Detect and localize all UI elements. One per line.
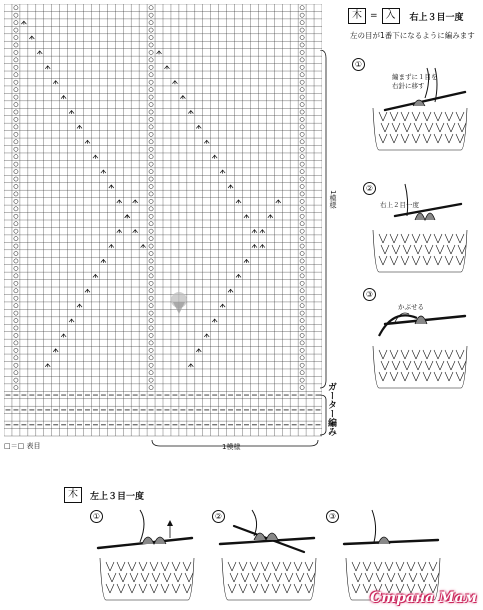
knit-stitch-texture — [373, 230, 467, 272]
right-step-3-label: かぶせる — [398, 303, 424, 311]
k3tog-right-alt-symbol: 入 — [382, 8, 400, 24]
watermark-logo — [168, 290, 190, 316]
bottom-step-3-number: ③ — [326, 510, 339, 523]
knit-stitch-texture — [373, 108, 467, 150]
right-step-1-number: ① — [352, 58, 365, 71]
side-repeat-label: 1模様 — [329, 190, 337, 209]
right-step-1-label: 編まずに１目を右針に移す — [392, 73, 438, 90]
right-step-3-illustration — [365, 296, 475, 392]
garter-label: ガーター編み — [326, 382, 336, 436]
watermark: Страна Мам — [370, 590, 477, 606]
right-step-1-illustration — [365, 58, 475, 154]
chart-legend: □＝□ 表目 — [4, 442, 41, 450]
right-section-note: 左の目が1番下になるように編みます — [350, 31, 475, 40]
bottom-step-2-illustration — [214, 508, 322, 604]
knit-stitch-texture — [373, 346, 467, 388]
right-step-2-number: ② — [363, 182, 376, 195]
right-section-title: 右上３目一度 — [409, 12, 464, 23]
bottom-step-2-number: ② — [212, 510, 225, 523]
bottom-repeat-label: 1模様 — [222, 443, 241, 451]
knit-stitch-texture — [100, 558, 194, 600]
right-step-2-label: 右上２目一度 — [380, 201, 419, 209]
bottom-step-1-illustration — [92, 508, 200, 604]
knitting-chart — [4, 4, 322, 444]
chart-grid — [4, 4, 322, 436]
bottom-symbol-row — [64, 487, 144, 503]
right-step-2-illustration — [365, 180, 475, 276]
bottom-section-title: 左上３目一度 — [90, 491, 145, 502]
k3tog-left-symbol: ⽊ — [64, 487, 82, 503]
knit-stitch-texture — [222, 558, 316, 600]
right-step-3-number: ③ — [363, 288, 376, 301]
k3tog-right-symbol: ⽊ — [348, 8, 366, 24]
equals-sign: = — [370, 11, 378, 21]
right-symbol-row — [348, 8, 464, 24]
bottom-step-1-number: ① — [90, 510, 103, 523]
